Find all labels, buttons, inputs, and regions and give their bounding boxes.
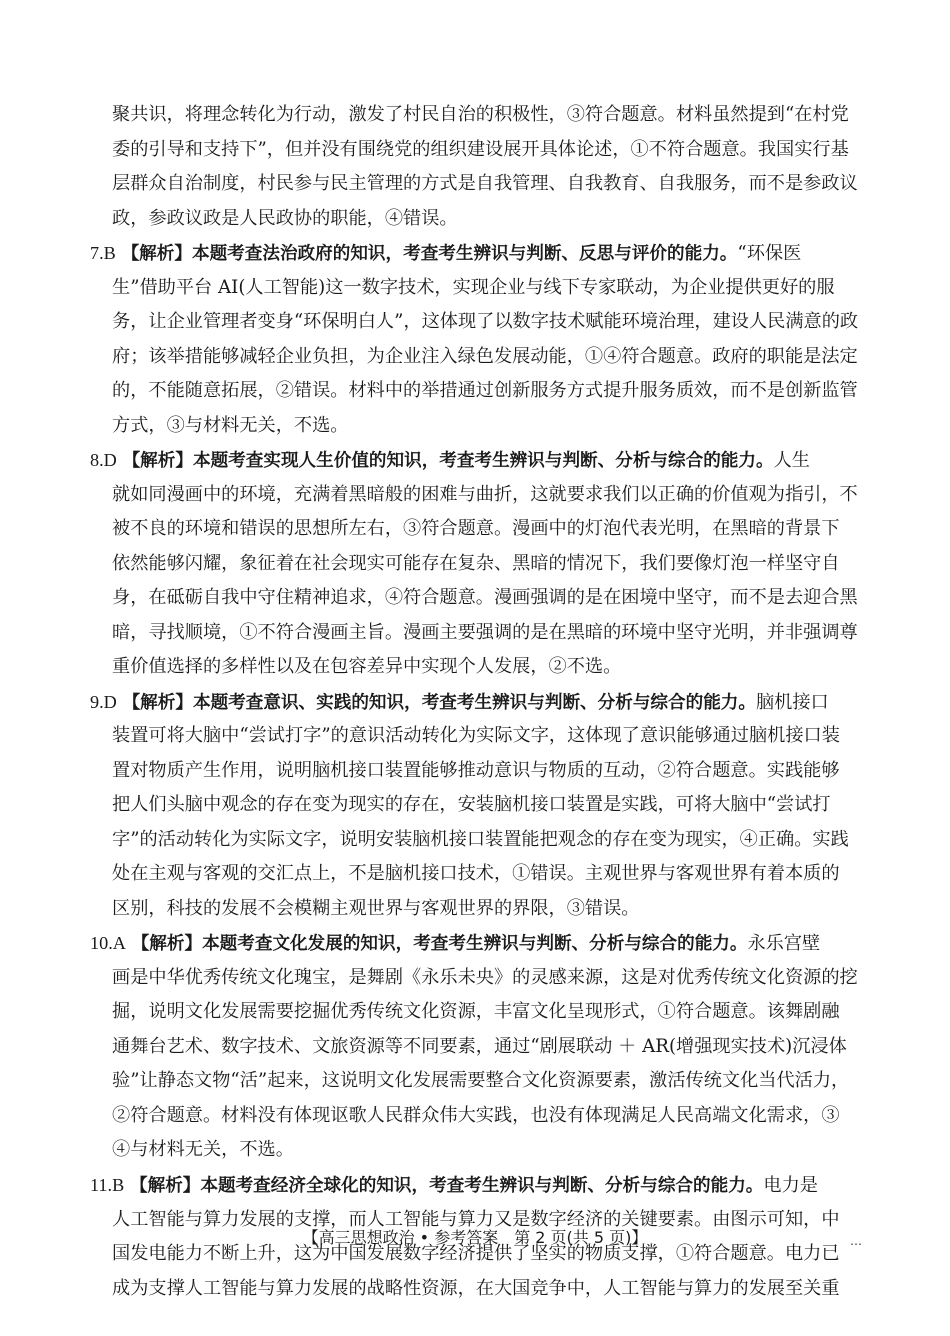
- item-number: 8.: [90, 450, 104, 470]
- item-10-line: 画是中华优秀传统文化瑰宝，是舞剧《永乐未央》的灵感来源，这是对优秀传统文化资源的挖: [112, 967, 858, 988]
- item-7-line: 务，让企业管理者变身“环保明白人”，这体现了以数字技术赋能环境治理，建设人民满意的政: [112, 311, 859, 332]
- item-9-line: 装置可将大脑中“尝试打字”的意识活动转化为实际文字，这体现了意识能够通过脑机接口装: [112, 725, 840, 746]
- continuation-line-2: 委的引导和支持下”，但并没有围绕党的组织建设展开具体论述，①不符合题意。我国实行基: [112, 139, 849, 160]
- item-number: 10.: [90, 933, 113, 953]
- item-7-line: 生”借助平台 AI(人工智能)这一数字技术，实现企业与线下专家联动，为企业提供更好的服: [112, 277, 835, 298]
- analysis-tag: 【解析】: [122, 451, 193, 471]
- item-9-line: 区别，科技的发展不会模糊主观世界与客观世界的界限，③错误。: [112, 898, 640, 919]
- item-11-line: 成为支撑人工智能与算力发展的战略性资源，在大国竞争中，人工智能与算力的发展至关重: [112, 1277, 840, 1299]
- item-9-first-line: [90, 685, 829, 721]
- item-8-line: 重价值选择的多样性以及在包容差异中实现个人发展，②不选。: [112, 656, 622, 677]
- item-number: 11.: [90, 1175, 113, 1195]
- item-10-line: ②符合题意。材料没有体现讴歌人民群众伟大实践，也没有体现满足人民高端文化需求，③: [112, 1105, 840, 1126]
- analysis-tag: 【解析】: [121, 244, 192, 264]
- item-first-tail: 脑机接口: [755, 692, 829, 713]
- page-footer: 【高三思想政治 • 参考答案 第 2 页(共 5 页)】: [302, 1228, 648, 1247]
- item-first-tail: “环保医: [737, 243, 802, 264]
- item-heading: 本题考查实现人生价值的知识，考查考生辨识与判断、分析与综合的能力。: [192, 451, 774, 471]
- analysis-tag: 【解析】: [131, 934, 203, 954]
- item-7-first-line: [90, 236, 801, 272]
- item-first-tail: 人生: [773, 450, 810, 471]
- item-answer: D: [103, 692, 117, 712]
- item-8-first-line: [90, 443, 810, 479]
- item-11-line: 国发电能力不断上升，这为中国发展数字经济提供了坚实的物质支撑，①符合题意。电力已: [112, 1243, 840, 1264]
- item-number: 9.: [90, 692, 104, 712]
- item-7-line: 府；该举措能够减轻企业负担，为企业注入绿色发展动能，①④符合题意。政府的职能是法定: [112, 346, 858, 367]
- item-first-tail: 电力是: [763, 1175, 818, 1196]
- item-10-line: 掘，说明文化发展需要挖掘优秀传统文化资源，丰富文化呈现形式，①符合题意。该舞剧融: [112, 1001, 840, 1022]
- continuation-line-3: 层群众自治制度，村民参与民主管理的方式是自我管理、自我教育、自我服务，而不是参政议: [112, 173, 858, 194]
- analysis-tag: 【解析】: [122, 693, 193, 713]
- item-heading: 本题考查法治政府的知识，考查考生辨识与判断、反思与评价的能力。: [191, 244, 738, 264]
- item-number: 7.: [90, 243, 104, 263]
- item-answer: A: [112, 933, 126, 953]
- item-first-tail: 永乐宫壁: [747, 933, 821, 954]
- item-8-line: 就如同漫画中的环境，充满着黑暗般的困难与曲折，这就要求我们以正确的价值观为指引，不: [112, 484, 858, 505]
- item-10-first-line: [90, 926, 820, 962]
- item-7-line: 的，不能随意拓展，②错误。材料中的举措通过创新服务方式提升服务质效，而不是创新监管: [112, 380, 858, 401]
- item-answer: D: [103, 450, 117, 470]
- item-answer: B: [103, 243, 116, 263]
- item-8-line: 依然能够闪耀，象征着在社会现实可能存在复杂、黑暗的情况下，我们要像灯泡一样坚守自: [112, 553, 840, 574]
- corner-mark: ⋯: [850, 1237, 862, 1251]
- item-10-line: 验”让静态文物“活”起来，这说明文化发展需要整合文化资源要素，激活传统文化当代活力，: [112, 1070, 850, 1091]
- item-7-line: 方式，③与材料无关，不选。: [112, 415, 349, 436]
- item-8-line: 被不良的环境和错误的思想所左右，③符合题意。漫画中的灯泡代表光明，在黑暗的背景下: [112, 518, 840, 539]
- item-10-line: ④与材料无关，不选。: [112, 1139, 294, 1160]
- continuation-line-4: 政，参政议政是人民政协的职能，④错误。: [112, 208, 458, 229]
- item-heading: 本题考查意识、实践的知识，考查考生辨识与判断、分析与综合的能力。: [192, 693, 756, 713]
- analysis-tag: 【解析】: [130, 1176, 201, 1196]
- item-8-line: 暗，寻找顺境，①不符合漫画主旨。漫画主要强调的是在黑暗的环境中坚守光明，并非强调尊: [112, 622, 858, 643]
- item-10-line: 通舞台艺术、数字技术、文旅资源等不同要素，通过“剧展联动 ＋ AR(增强现实技术)沉浸体: [112, 1036, 847, 1057]
- item-heading: 本题考查经济全球化的知识，考查考生辨识与判断、分析与综合的能力。: [200, 1176, 764, 1196]
- item-9-line: 把人们头脑中观念的存在变为现实的存在，安装脑机接口装置是实践，可将大脑中“尝试打: [112, 794, 831, 815]
- item-9-line: 置对物质产生作用，说明脑机接口装置能够推动意识与物质的互动，②符合题意。实践能够: [112, 760, 840, 781]
- item-heading: 本题考查文化发展的知识，考查考生辨识与判断、分析与综合的能力。: [202, 934, 748, 954]
- item-answer: B: [112, 1175, 125, 1195]
- item-9-line: 字”的活动转化为实际文字，说明安装脑机接口装置能把观念的存在变为现实，④正确。实践: [112, 829, 849, 850]
- item-8-line: 身，在砥砺自我中守住精神追求，④符合题意。漫画强调的是在困境中坚守，而不是去迎合黑: [112, 587, 858, 608]
- item-9-line: 处在主观与客观的交汇点上，不是脑机接口技术，①错误。主观世界与客观世界有着本质的: [112, 863, 840, 884]
- item-11-first-line: [90, 1168, 818, 1204]
- continuation-line-1: 聚共识，将理念转化为行动，激发了村民自治的积极性，③符合题意。材料虽然提到“在村党: [112, 104, 849, 125]
- item-11-line: 人工智能与算力发展的支撑，而人工智能与算力又是数字经济的关键要素。由图示可知，中: [112, 1208, 840, 1230]
